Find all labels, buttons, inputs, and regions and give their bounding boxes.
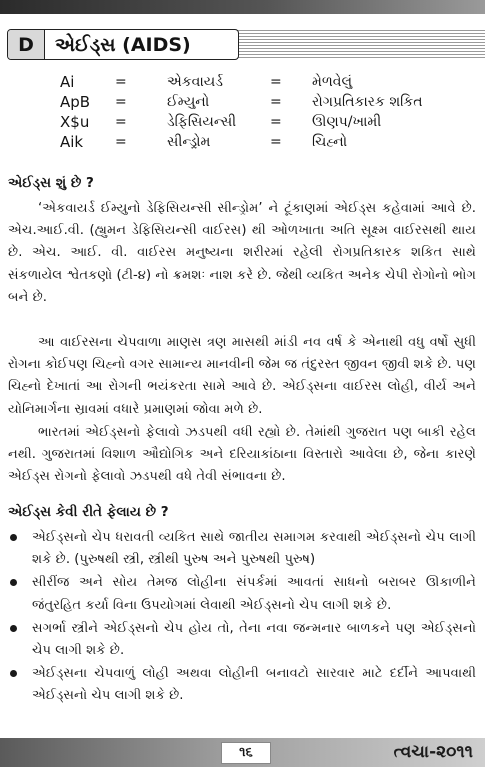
equals-sign: =: [115, 134, 127, 150]
list-item-text: સગર્ભા સ્ત્રીને એઈડ્સનો ચેપ હોય તો, તેના નવા જન્મનાર બાળકને પણ એઈડ્સનો ચેપ લાગી શકે છે.: [32, 620, 476, 659]
book-title: ત્વચા-૨૦૧૧: [393, 742, 473, 762]
bullet-icon: [10, 670, 17, 677]
paragraph-incubation: આ વાઈરસના ચેપવાળા માણસ ત્રણ માસથી માંડી નવ વર્ષ કે એનાથી વધુ વર્ષો સુધી રોગના કોઈપણ ચિહ્નો વગર સામાન્ય માનવીની જેમ જ તંદુરસ્ત જીવન જીવી શકે છે. પણ ચિહ્નો દેખાતાં આ રોગની ભયંકરતા સામે આવે છે. એઈડ્સના વાઈરસ લોહી, વીર્ય અને યોનિમાર્ગના સ્રાવમાં વધારે પ્રમાણમાં જોવા મળે છે.: [8, 335, 476, 417]
english-word: સીન્ડ્રોમ: [167, 134, 211, 150]
bullet-icon: [10, 579, 17, 586]
list-item: [8, 572, 476, 616]
header-stripes: [228, 30, 485, 58]
english-word: ઈમ્યુનો: [167, 94, 210, 110]
equals-sign: =: [270, 94, 282, 110]
gujarati-meaning: મેળવેલું: [312, 74, 353, 90]
bullet-icon: [10, 625, 17, 632]
equals-sign: =: [115, 74, 127, 90]
paragraph-definition: ‘એકવાયર્ડ ઈમ્યુનો ડેફિસિયન્સી સીન્ડ્રોમ’ ને ટૂંકાણમાં એઈડ્સ કહેવામાં આવે છે. એચ.આઈ.વી. (હ્યુમન ડેફિસિયન્સી વાઈરસ) થી ઓળખાતા અતિ સૂક્ષ્મ વાઈરસથી થાય છે. એચ. આઈ. વી. વાઈરસ મનુષ્યના શરીરમાં રહેલી રોગપ્રતિકારક શકિત સાથે સંકળાયેલ શ્વેતકણો (ટી-૪) નો ક્રમશઃ નાશ કરે છે. જેથી વ્યકિત અનેક ચેપી રોગોનો ભોગ બને છે.: [8, 201, 476, 305]
gujarati-meaning: ચિહ્નો: [312, 134, 348, 150]
acronym-definition-table: [60, 72, 480, 152]
list-item: [8, 527, 476, 571]
equals-sign: =: [115, 94, 127, 110]
list-item-text: સીરીંજ અને સોય તેમજ લોહીના સંપર્કમાં આવતાં સાધનો બરાબર ઊકાળીને જંતુરહિત કર્યા વિના ઉપયોગમાં લેવાથી એઈડ્સનો ચેપ લાગી શકે છે.: [32, 575, 476, 613]
english-word: એકવાયર્ડ: [167, 74, 223, 90]
page-number: ૧૬: [221, 742, 271, 764]
spread-list: [8, 527, 476, 709]
english-word: ડેફિસિયન્સી: [167, 114, 237, 130]
equals-sign: =: [115, 114, 127, 130]
list-item-text: એઈડ્સનો ચેપ ધરાવતી વ્યકિત સાથે જાતીય સમાગમ કરવાથી એઈડ્સનો ચેપ લાગી શકે છે. (પુરુષથી સ્ત્રી, સ્ત્રીથી પુરુષ અને પુરુષથી પુરુષ): [32, 530, 476, 568]
equals-sign: =: [270, 74, 282, 90]
paragraph-spread-india: ભારતમાં એઈડ્સનો ફેલાવો ઝડપથી વધી રહ્યો છે. તેમાંથી ગુજરાત પણ બાકી રહેલ નથી. ગુજરાતમાં વિશાળ ઔદ્યોગિક અને દરિયાકાંઠાના વિસ્તારો આવેલા છે, જેના કારણે એઈડ્સ રોગનો ફેલાવો ઝડપથી વધે તેવી સંભાવના છે.: [8, 425, 476, 485]
acronym-letters: Aik: [60, 133, 84, 151]
list-item: [8, 618, 476, 662]
equals-sign: =: [270, 114, 282, 130]
what-is-aids-heading: એઈડ્સ શું છે ?: [8, 175, 94, 191]
definition-row: [60, 112, 480, 132]
top-decorative-bar: [0, 0, 485, 14]
bullet-icon: [10, 534, 17, 541]
list-item: [8, 663, 476, 707]
definition-row: [60, 132, 480, 152]
section-letter: D: [8, 30, 45, 59]
section-header: [7, 29, 239, 60]
acronym-letters: X$u: [60, 113, 90, 131]
definition-row: [60, 72, 480, 92]
how-spread-heading: એઈડ્સ કેવી રીતે ફેલાય છે ?: [8, 504, 169, 520]
acronym-letters: Ai: [60, 73, 75, 91]
gujarati-meaning: ઊણપ/ખામી: [312, 114, 382, 130]
definition-row: [60, 92, 480, 112]
list-item-text: એઈડ્સના ચેપવાળું લોહી અથવા લોહીની બનાવટો સારવાર માટે દર્દીને આપવાથી એઈડ્સનો ચેપ લાગી શકે છે.: [32, 666, 476, 704]
section-title: એઈડ્સ (AIDS): [55, 33, 191, 56]
equals-sign: =: [270, 134, 282, 150]
gujarati-meaning: રોગપ્રતિકારક શકિત: [312, 94, 423, 110]
acronym-letters: ApB: [60, 93, 91, 111]
